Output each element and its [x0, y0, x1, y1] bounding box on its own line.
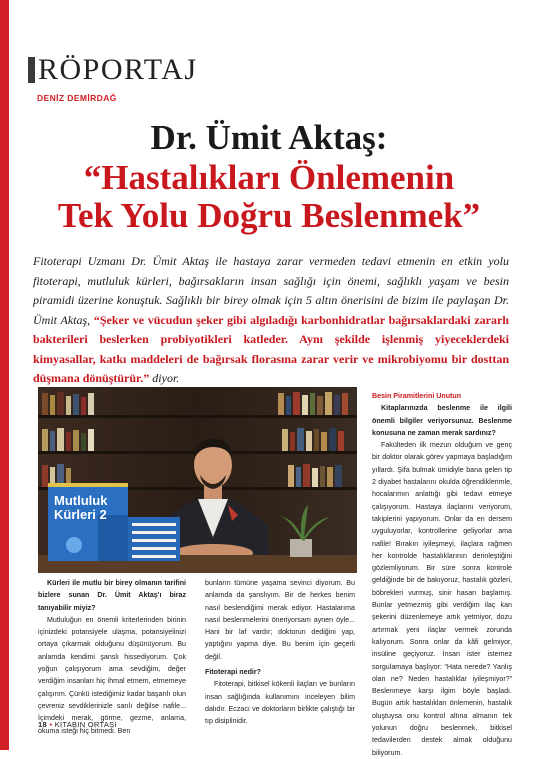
book-title-1: Mutluluk — [54, 493, 108, 508]
answer-2: Fitoterapi, bitkisel kökenli ilaçları ve bunların insan sağlığında kullanımını inceleyen bilim dalıdır. Eczacı ve doktorların birlikte çalıştığı bir tıp disiplinidir. — [205, 680, 355, 726]
interview-photo — [38, 387, 357, 573]
section-title: RÖPORTAJ — [38, 53, 198, 86]
page-footer — [38, 720, 117, 729]
headline-line-3: Tek Yolu Doğru Beslenmek” — [57, 196, 481, 235]
author-name: DENİZ DEMİRDAĞ — [37, 93, 117, 103]
column-3 — [372, 390, 512, 759]
photo-illustration — [38, 387, 357, 573]
answer-1-continued: bunların tümüne yaşama sevinci diyorum. Bu anlamda da şanslıyım. Bir de herkes benim nasıl beslendiğimi merak ediyor. Hastalarıma nasıl beslenmelerini öneriyorsam aynen öyle... Hani bir laf vardır; doktorun dediğini yap, yaptığını yapma diye. Bu benim için geçerli değil. — [205, 579, 355, 661]
intro-paragraph — [33, 252, 509, 389]
intro-italic-2: diyor. — [149, 371, 180, 385]
answer-1: Mutluluğun en önemli kriterlerinden birinin içinizdeki potansiyele ulaşma, potansiyelinizi ortaya çıkarmak olduğunu düşünüyorum. Bu anlamda kendimi şanslı hissediyorum. Çok yoğun çalışıyorum ama sevdiğim, değer verdiğim insanları hiç ihmal etmem, etmemeye çalışırım. Çünkü istediğimiz kadar başarılı olun çevreniz sevdiklerinizle sarılı değilse nafile... İçimdeki merak, görme, gezme, anlama, okuma isteği hiç bitmedi. Ben — [38, 615, 186, 735]
question-1: Kürleri ile mutlu bir birey olmanın tarifini bizlere sunan Dr. Ümit Aktaş'ı biraz tanıyabilir miyiz? — [38, 579, 186, 612]
intro-italic-1: Fitoterapi Uzmanı Dr. Ümit Aktaş ile hastaya zarar vermeden tedavi etmenin en etkin yolu fitoterapi, mutluluk kürleri, bağırsakların insan sağlığı için önemi, sağlıklı yaşam ve besin piramidi üzerine konuştuk. Sağlıklı bir birey olmak için 5 altın önerisini de bizim ile paylaşan Dr. Ümit Aktaş, — [33, 254, 509, 327]
headline-line-2: “Hastalıkları Önlemenin — [83, 158, 455, 197]
column-2 — [205, 577, 355, 728]
section-marker — [28, 57, 35, 83]
magazine-name: KİTABIN ORTASI — [54, 720, 117, 729]
subheading-fitoterapi: Fitoterapi nedir? — [205, 668, 261, 677]
red-margin-bar — [0, 0, 9, 750]
section-header — [28, 53, 198, 86]
question-3: Kitaplarınızda beslenme ile ilgili önemli bilgiler veriyorsunuz. Beslenme konusuna ne zaman merak sardınız? — [372, 404, 512, 437]
answer-3: Fakülteden ilk mezun olduğum ve genç bir doktor olarak görev yapmaya başladığım yıllardı. Şifa bulmak ümidiyle bana gelen tip 2 diyabet hastalarını okulda öğrendiklerimle, hocalarımın anlattığı gibi tedavi etmeye çalışıyorum. Hastaya ilaçlarını veriyorum, takiplerini yapıyorum. Onlar da en dersem uyguluyorlar, kontrollerine geliyorlar ama nafile! Bırakın iyileşmeyi, ilaçlara rağmen her kontrolde hastalıklarının derinleştiğini gözlemliyorum. Bir süre sonra kontrole geldiğinde bir de bakıyoruz, hastalık gözleri, böbrekleri vurmuş, sinir hasarı başlamış. Bunlar yetmezmiş gibi verdiğim ilaç kan şekerini düzenlemeye artık yetmiyor, dozu artırmak yeni ilaçlar vermek zorunda kalıyorum. Sonra onlar da kâfi gelmiyor, insüline geçiyoruz. İnsan ister istemez sorgulamaya başlıyor: “Hata nerede? Yanlış olan ne? Neden hastalıklar iyileşmiyor?” Beslenmeye karşı ilgim böyle başladı. Bugün artık hastalıkları önlemenin, hastalık oluştuysa onu kontrol altına almanın tek yolunun doğru beslenmek, bitkisel tedavilerden destek almak olduğunu biliyorum. — [372, 441, 512, 757]
intro-quote: “Şeker ve vücudun şeker gibi algıladığı karbonhidratlar bağırsaklardaki zararlı bakterileri beslerken probiyotikleri katleder. Aynı şekilde işlenmiş yiyeceklerdeki kimyasallar, katkı maddeleri de bağırsak florasına zarar verir ve mikrobiyomu bir dosttan düşmana dönüştürür.” — [33, 312, 509, 385]
footer-separator: ▪ — [49, 720, 53, 729]
headline-line-1: Dr. Ümit Aktaş: — [150, 118, 388, 157]
column-1 — [38, 577, 186, 737]
page-number: 18 — [38, 720, 47, 729]
book-title-2: Kürleri 2 — [54, 507, 107, 522]
subheading-besin: Besin Piramitlerini Unutun — [372, 392, 462, 400]
